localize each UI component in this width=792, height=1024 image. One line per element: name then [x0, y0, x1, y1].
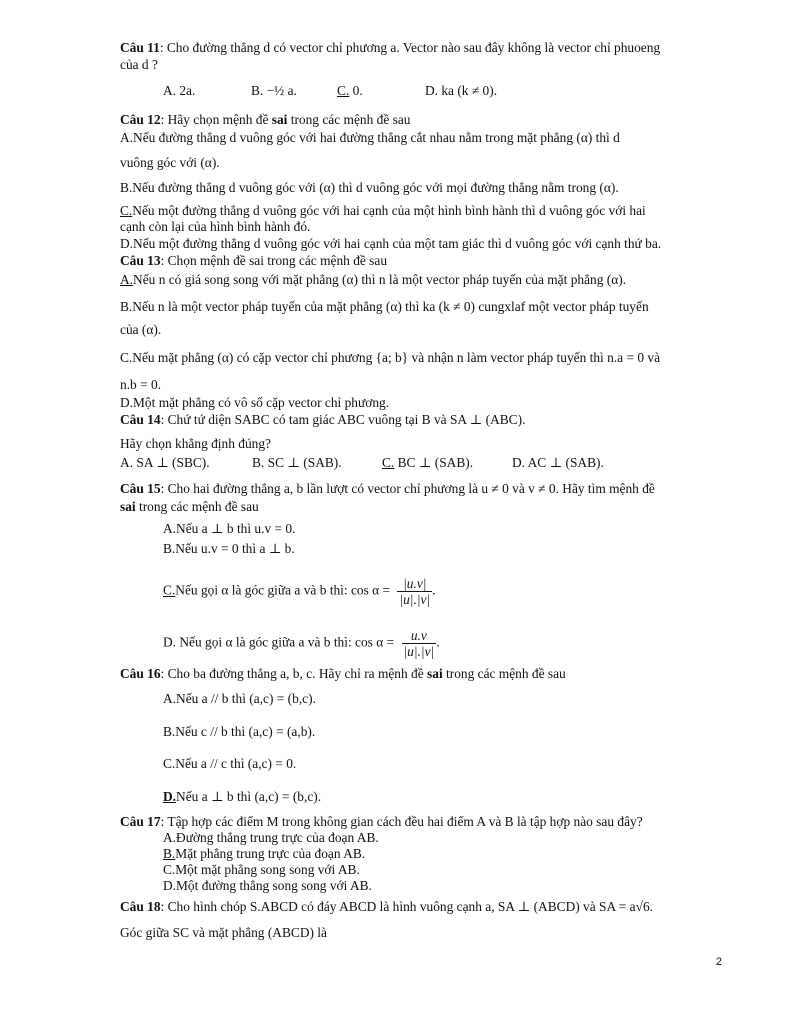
q15-option-c-denominator: |u|.|v|: [399, 592, 431, 607]
q15-option-c-text: Nếu gọi α là góc giữa a và b thì: cos α =: [175, 582, 391, 598]
q15-option-d-denominator: |u|.|v|: [403, 644, 435, 659]
q15-line2: [120, 499, 722, 515]
q17-option-a: A.Đường thẳng trung trực của đoạn AB.: [163, 830, 379, 845]
q16-option-d-mark: D.: [163, 789, 177, 804]
q13-option-c-line1: C.Nếu mặt phẳng (α) có cặp vector chỉ phương {a; b} và nhận n làm vector pháp tuyến thì n.a = 0 và: [120, 350, 661, 365]
q11-text2: của d ?: [120, 57, 158, 72]
q16-text-bold: sai: [427, 666, 443, 681]
q18-text: : Cho hình chóp S.ABCD có đáy ABCD là hình vuông cạnh a, SA ⊥ (ABCD) và SA = a√6.: [160, 899, 653, 914]
q15-line1: [120, 481, 722, 497]
q17-option-b-mark: B.: [163, 846, 176, 861]
q18-line1: [120, 899, 722, 915]
q16-line1: [120, 666, 722, 682]
q13-option-a-mark: A.: [120, 272, 134, 287]
q16-option-d: [163, 789, 722, 805]
q18-label: Câu 18: [120, 899, 161, 914]
q16-option-c: C.Nếu a // c thì (a,c) = 0.: [163, 756, 297, 771]
q14-option-a: A. SA ⊥ (SBC).: [120, 455, 210, 470]
q11-label: Câu 11: [120, 40, 160, 55]
q17-option-b-text: Mặt phẳng trung trực của đoạn AB.: [175, 846, 366, 861]
q18-line2: Góc giữa SC và mặt phẳng (ABCD) là: [120, 925, 327, 940]
q16-option-b: B.Nếu c // b thì (a,c) = (a,b).: [163, 724, 316, 739]
q17-label: Câu 17: [120, 814, 161, 829]
q12-option-b: B.Nếu đường thẳng d vuông góc với (α) thì d vuông góc với mọi đường thẳng nằm trong (α).: [120, 180, 619, 195]
q12-text-pre: : Hãy chọn mệnh đề: [160, 112, 272, 127]
q15-text-bold: sai: [120, 499, 136, 514]
q12-option-a-line2: vuông góc với (α).: [120, 155, 220, 170]
q12-option-c-mark: C.: [120, 203, 133, 218]
q15-option-b: B.Nếu u.v = 0 thì a ⊥ b.: [163, 541, 295, 556]
q13-option-a-text: Nếu n có giá song song với mặt phẳng (α) thì n là một vector pháp tuyến của mặt phẳng (α).: [133, 272, 627, 287]
q14-text: : Chứ tứ diện SABC có tam giác ABC vuông tại B và SA ⊥ (ABC).: [160, 412, 526, 427]
q15-option-d: D. Nếu gọi α là góc giữa a và b thì: cos α = $\frac{u.v}{|u|.|v|}$ .: [163, 628, 440, 659]
q15-option-c: C.Nếu gọi α là góc giữa a và b thì: cos α = $\frac{|u.v|}{|u|.|v|}$ .: [163, 576, 436, 607]
q15-option-d-numerator: u.v: [402, 628, 437, 644]
q16-text-post: trong các mệnh đề sau: [442, 666, 566, 681]
q13-text: : Chọn mệnh đề sai trong các mệnh đề sau: [160, 253, 388, 268]
q11-option-b: B. −½ a.: [251, 83, 297, 98]
q15-option-c-numerator: |u.v|: [397, 576, 432, 592]
q13-option-c-line2: n.b = 0.: [120, 377, 162, 392]
q12-text-bold: sai: [271, 112, 288, 127]
q15-option-a: A.Nếu a ⊥ b thì u.v = 0.: [163, 521, 296, 536]
q11-option-a: A. 2a.: [163, 83, 196, 98]
q15-option-d-fraction: [402, 628, 437, 659]
page-number: 2: [715, 956, 722, 968]
q15-text2: trong các mệnh đề sau: [135, 499, 259, 514]
q11-line1: [120, 40, 722, 56]
q14-options: [120, 455, 722, 471]
q11-option-d: D. ka (k ≠ 0).: [425, 83, 498, 98]
q12-label: Câu 12: [120, 112, 161, 127]
q12-option-c-line1: [120, 203, 722, 219]
q15-option-d-text: D. Nếu gọi α là góc giữa a và b thì: cos α =: [163, 634, 395, 650]
q16-label: Câu 16: [120, 666, 161, 681]
q13-label: Câu 13: [120, 253, 161, 268]
q14-option-d: D. AC ⊥ (SAB).: [512, 455, 604, 470]
q15-text: : Cho hai đường thẳng a, b lần lượt có vector chỉ phương là u ≠ 0 và v ≠ 0. Hãy tìm mệnh đề: [160, 481, 655, 496]
q15-option-c-fraction: [397, 576, 432, 607]
q11-line2: [120, 57, 722, 73]
q11-text: : Cho đường thẳng d có vector chỉ phương a. Vector nào sau đây không là vector chỉ phuoeng: [159, 40, 661, 55]
q17-line1: [120, 814, 722, 830]
q14-option-c: [382, 455, 512, 471]
q16-text-pre: : Cho ba đường thẳng a, b, c. Hãy chỉ ra mệnh đề: [160, 666, 428, 681]
q15-label: Câu 15: [120, 481, 161, 496]
q12-option-a-line1: A.Nếu đường thẳng d vuông góc với hai đường thẳng cắt nhau nằm trong mặt phẳng (α) thì d: [120, 130, 620, 145]
q16-option-d-text: Nếu a ⊥ b thì (a,c) = (b,c).: [176, 789, 322, 804]
q14-option-c-mark: C.: [382, 455, 395, 470]
q14-line1: [120, 412, 722, 428]
q12-option-c-text: Nếu một đường thẳng d vuông góc với hai cạnh của một hình bình hành thì d vuông góc với hai: [132, 203, 646, 218]
q11-option-c-mark: C.: [337, 83, 350, 98]
q12-text-post: trong các mệnh đề sau: [287, 112, 411, 127]
q11-option-c-text: 0.: [349, 83, 363, 98]
q13-option-d: D.Một mặt phẳng có vô số cặp vector chỉ phương.: [120, 395, 390, 410]
q17-option-c: C.Một mặt phẳng song song với AB.: [163, 862, 360, 877]
q11-options: [163, 83, 722, 99]
q11-option-c: [337, 83, 425, 99]
q12-line1: [120, 112, 722, 128]
q13-option-a: [120, 272, 722, 288]
q14-label: Câu 14: [120, 412, 161, 427]
q15-option-c-mark: C.: [163, 582, 176, 598]
q16-option-a: A.Nếu a // b thì (a,c) = (b,c).: [163, 691, 316, 706]
q14-option-b: B. SC ⊥ (SAB).: [252, 455, 342, 470]
q17-text: : Tập hợp các điểm M trong không gian cách đều hai điểm A và B là tập hợp nào sau đây?: [160, 814, 643, 829]
q17-option-b: [163, 846, 722, 862]
q17-option-d: D.Một đường thẳng song song với AB.: [163, 878, 372, 893]
q13-option-b-line2: của (α).: [120, 322, 162, 337]
q13-option-b-line1: B.Nếu n là một vector pháp tuyến của mặt phẳng (α) thì ka (k ≠ 0) cungxlaf một vector pháp tuyến: [120, 299, 649, 314]
q13-line1: [120, 253, 722, 269]
q14-prompt: Hãy chọn khẳng định đúng?: [120, 436, 271, 451]
q14-option-c-text: BC ⊥ (SAB).: [394, 455, 474, 470]
q12-option-c-line2: cạnh còn lại của hình bình hành đó.: [120, 219, 311, 234]
q12-option-d: D.Nếu một đường thẳng d vuông góc với hai cạnh của một tam giác thì d vuông góc với cạnh thứ ba.: [120, 236, 662, 251]
